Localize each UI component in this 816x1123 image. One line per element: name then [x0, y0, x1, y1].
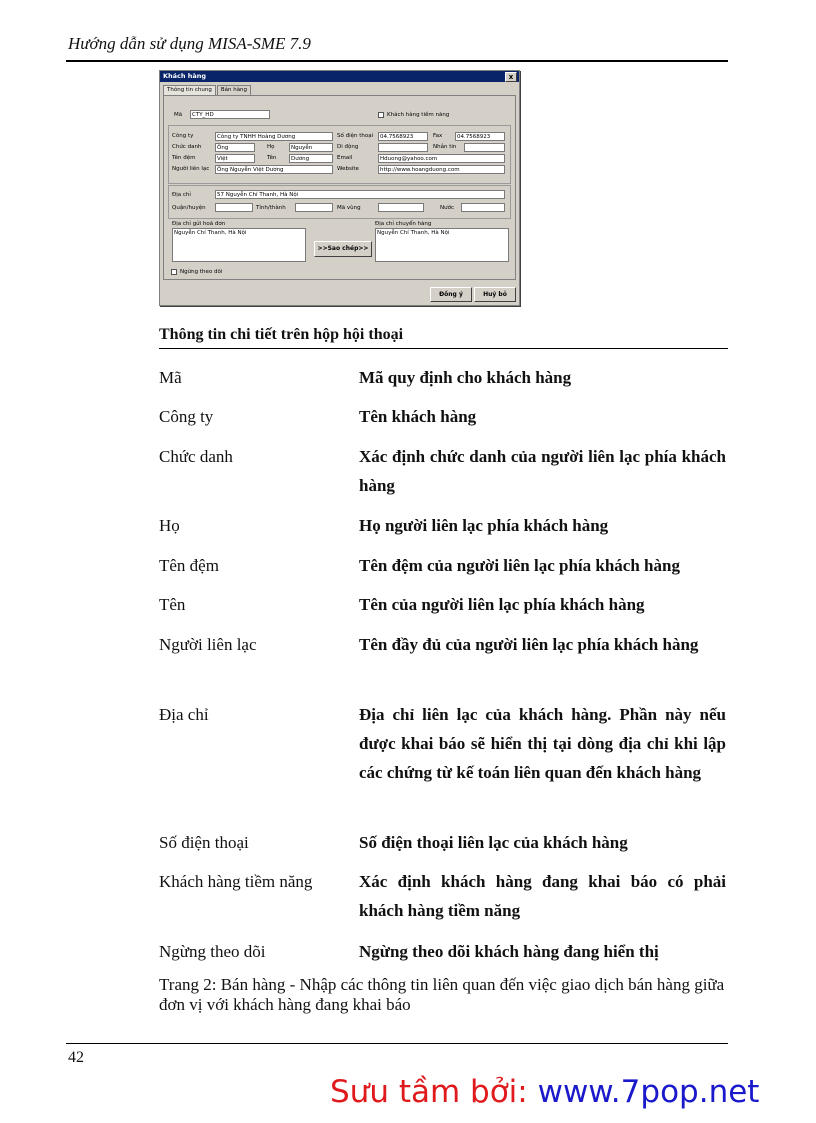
watermark [330, 1074, 759, 1110]
fax-field[interactable]: 04.7568923 [455, 132, 505, 141]
dialog-titlebar [160, 71, 519, 82]
definition-desc: Số điện thoại liên lạc của khách hàng [359, 833, 628, 852]
label-chuc-danh: Chức danh [172, 144, 202, 150]
email-field[interactable]: Hduong@yahoo.com [378, 154, 505, 163]
footer-rule [66, 1043, 728, 1044]
chuc-danh-field[interactable]: Ông [215, 143, 255, 152]
label-email: Email [337, 155, 353, 161]
customer-dialog [159, 70, 520, 306]
definition-term: Người liên lạc [159, 635, 257, 654]
definition-term: Họ [159, 516, 180, 535]
stop-tracking-checkbox[interactable] [171, 269, 177, 275]
nhan-tin-field[interactable] [464, 143, 505, 152]
label-nuoc: Nước [440, 205, 454, 211]
label-stop: Ngừng theo dõi [180, 269, 223, 275]
definition-desc: Tên của người liên lạc phía khách hàng [359, 595, 645, 614]
website-field[interactable]: http://www.hoangduong.com [378, 165, 505, 174]
label-nhan-tin: Nhắn tin [433, 144, 457, 150]
nuoc-field[interactable] [461, 203, 505, 212]
label-quan: Quận/huyện [172, 205, 206, 211]
definition-term: Tên đệm [159, 556, 219, 575]
definition-term: Tên [159, 595, 186, 614]
definition-term: Chức danh [159, 447, 233, 466]
invoice-addr-field[interactable]: Nguyễn Chí Thanh, Hà Nội [172, 228, 306, 262]
definition-desc: Tên khách hàng [359, 407, 477, 426]
definition-term: Mã [159, 368, 182, 387]
tinh-field[interactable] [295, 203, 333, 212]
definition-term: Địa chỉ [159, 705, 209, 724]
quan-field[interactable] [215, 203, 253, 212]
section-rule [159, 348, 728, 349]
definition-desc: Họ người liên lạc phía khách hàng [359, 516, 609, 535]
ho-field[interactable]: Nguyễn [289, 143, 333, 152]
tab-sales[interactable]: Bán hàng [217, 85, 251, 95]
label-website: Website [337, 166, 359, 172]
section-title: Thông tin chi tiết trên hộp hội thoại [159, 326, 404, 343]
label-ho: Họ [267, 144, 275, 150]
ten-dem-field[interactable]: Việt [215, 154, 255, 163]
ten-field[interactable]: Dương [289, 154, 333, 163]
ma-field[interactable]: CTY_HD [190, 110, 270, 119]
definition-desc: Xác định chức danh của người liên lạc phía khách hàng [359, 447, 726, 495]
dialog-title: Khách hàng [163, 72, 207, 80]
running-header: Hướng dẫn sử dụng MISA-SME 7.9 [68, 34, 311, 53]
label-ship-addr: Địa chỉ chuyển hàng [375, 221, 432, 227]
ship-addr-field[interactable]: Nguyễn Chí Thanh, Hà Nội [375, 228, 509, 262]
cong-ty-field[interactable]: Công ty TNHH Hoàng Dương [215, 132, 333, 141]
label-phone: Số điện thoại [337, 133, 374, 139]
watermark-prefix: Sưu tầm bởi: [330, 1074, 538, 1110]
ma-vung-field[interactable] [378, 203, 424, 212]
definition-term: Công ty [159, 407, 214, 426]
definition-desc: Xác định khách hàng đang khai báo có phải khách hàng tiềm năng [359, 872, 726, 920]
label-fax: Fax [433, 133, 443, 139]
label-ten-dem: Tên đệm [172, 155, 196, 161]
label-tinh: Tỉnh/thành [256, 205, 286, 211]
label-potential: Khách hàng tiềm năng [387, 112, 450, 118]
close-icon[interactable]: x [505, 72, 517, 82]
label-ten: Tên [267, 155, 277, 161]
definition-term: Ngừng theo dõi [159, 942, 266, 961]
potential-checkbox[interactable] [378, 112, 384, 118]
ok-button[interactable]: Đồng ý [430, 287, 472, 302]
definition-desc: Tên đệm của người liên lạc phía khách hàng [359, 556, 680, 575]
mobile-field[interactable] [378, 143, 428, 152]
phone-field[interactable]: 04.7568923 [378, 132, 428, 141]
label-ma: Mã [174, 112, 183, 118]
contact-field[interactable]: Ông Nguyễn Việt Dương [215, 165, 333, 174]
copy-address-button[interactable]: >>Sao chép>> [314, 241, 372, 257]
label-dia-chi: Địa chỉ [172, 192, 191, 198]
dia-chi-field[interactable]: 57 Nguyễn Chí Thanh, Hà Nội [215, 190, 505, 199]
label-cong-ty: Công ty [172, 133, 194, 139]
watermark-site[interactable]: www.7pop.net [537, 1074, 760, 1110]
label-mobile: Di động [337, 144, 359, 150]
dialog-tabs [163, 85, 252, 95]
label-contact: Người liên lạc [172, 166, 210, 172]
definition-desc: Tên đầy đủ của người liên lạc phía khách hàng [359, 635, 699, 654]
definition-desc: Mã quy định cho khách hàng [359, 368, 572, 387]
footnote: Trang 2: Bán hàng - Nhập các thông tin liên quan đến việc giao dịch bán hàng giữa đơn vị với khách hàng đang khai báo [159, 975, 725, 1014]
definition-term: Khách hàng tiềm năng [159, 872, 313, 891]
header-rule [66, 60, 728, 62]
definition-term: Số điện thoại [159, 833, 249, 852]
label-invoice-addr: Địa chỉ gửi hoá đơn [172, 221, 226, 227]
definition-desc: Địa chỉ liên lạc của khách hàng. Phần này nếu được khai báo sẽ hiển thị tại dòng địa chỉ khi lập các chứng từ kế toán liên quan đến khách hàng [359, 705, 726, 782]
cancel-button[interactable]: Huỷ bỏ [474, 287, 516, 302]
definition-desc: Ngừng theo dõi khách hàng đang hiển thị [359, 942, 659, 961]
general-panel [163, 95, 516, 280]
page-number: 42 [68, 1049, 84, 1066]
tab-general[interactable]: Thông tin chung [163, 85, 216, 96]
label-ma-vung: Mã vùng [337, 205, 361, 211]
